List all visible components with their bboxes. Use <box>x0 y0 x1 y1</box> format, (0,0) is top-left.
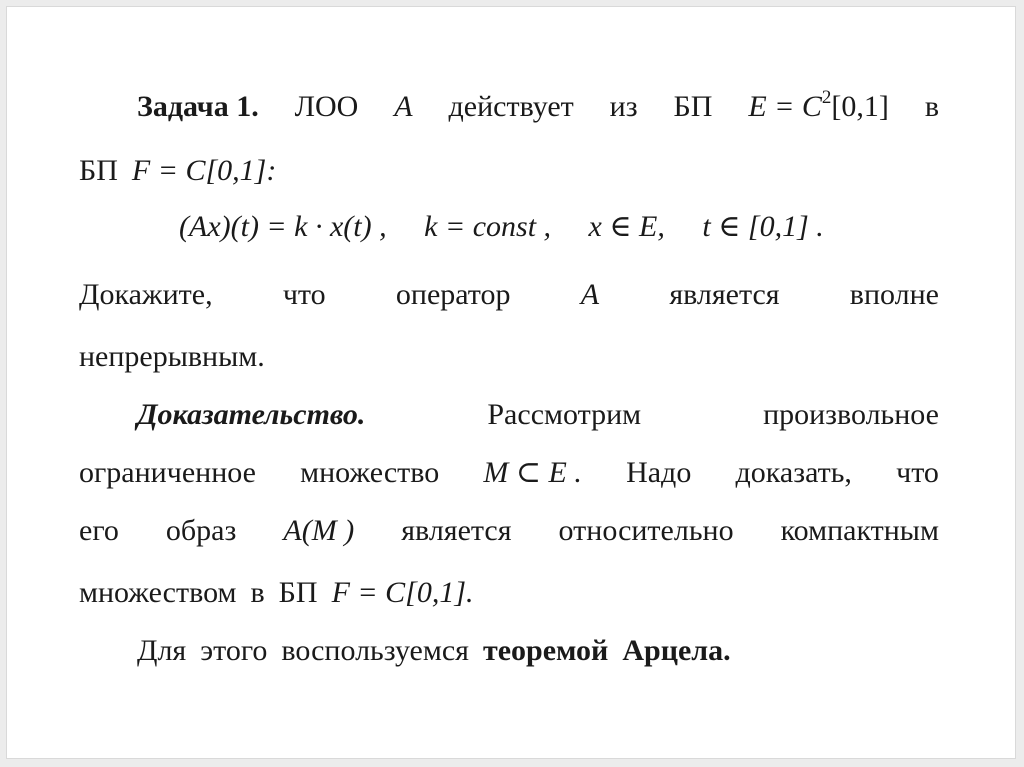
proof-line-2 <box>79 451 939 495</box>
word-bp-2: БП <box>79 154 118 187</box>
proof-line-4 <box>79 571 939 615</box>
theorem-author: Арцела. <box>622 634 731 667</box>
word-bp: БП <box>673 90 713 123</box>
formula-x-in-e: x ∈ E, <box>588 210 665 243</box>
space-e-formula <box>748 85 889 129</box>
image-a-of-m: A(M ) <box>283 514 355 547</box>
proof-word: ограниченное <box>79 456 256 489</box>
statement-word-5: является <box>669 278 780 311</box>
proof-word: является <box>401 514 512 547</box>
word-from: из <box>609 90 638 123</box>
slide <box>6 6 1016 759</box>
problem-label: Задача 1. <box>137 90 259 123</box>
conclusion-word: Для <box>137 634 187 667</box>
proof-word: что <box>896 456 939 489</box>
operator-abbrev: ЛОО <box>294 90 359 123</box>
statement-word-6: вполне <box>849 278 939 311</box>
problem-line-2 <box>79 149 939 193</box>
space-e-exponent: 2 <box>821 87 832 108</box>
problem-line-1 <box>137 85 939 129</box>
theorem-name: теоремой <box>482 634 609 667</box>
operator-symbol: A <box>394 90 413 123</box>
statement-word-1: Докажите, <box>79 278 213 311</box>
set-m-subset-e: M ⊂ E . <box>483 456 582 489</box>
space-e-interval: [0,1] <box>831 90 889 123</box>
proof-word: доказать, <box>735 456 852 489</box>
proof-word: множество <box>300 456 440 489</box>
proof-word: компактным <box>780 514 939 547</box>
statement-word-2: что <box>282 278 326 311</box>
proof-word: произвольное <box>763 398 939 431</box>
statement-word-7: непрерывным. <box>79 340 265 373</box>
proof-word: Надо <box>626 456 692 489</box>
proof-word: его <box>79 514 119 547</box>
proof-line-1 <box>137 393 939 437</box>
proof-word: Рассмотрим <box>487 398 642 431</box>
space-f-formula: F = C[0,1]: <box>131 154 277 187</box>
formula-definition: (Ax)(t) = k · x(t) , <box>179 210 387 243</box>
proof-word: образ <box>165 514 237 547</box>
space-f-formula-2: F = C[0,1]. <box>331 576 474 609</box>
space-e-base: E = C <box>748 90 822 123</box>
proof-word: относительно <box>558 514 734 547</box>
statement-operator-symbol: A <box>580 278 600 311</box>
operator-formula <box>179 205 824 249</box>
statement-line-1 <box>79 273 939 317</box>
conclusion-line <box>137 629 939 673</box>
statement-word-3: оператор <box>395 278 511 311</box>
formula-k-const: k = const , <box>424 210 552 243</box>
proof-word: в <box>250 576 265 609</box>
proof-label: Доказательство. <box>137 398 366 431</box>
conclusion-word: воспользуемся <box>281 634 469 667</box>
word-into: в <box>924 90 939 123</box>
proof-line-3 <box>79 509 939 553</box>
word-acts: действует <box>448 90 574 123</box>
statement-line-2 <box>79 335 939 379</box>
proof-word: БП <box>278 576 318 609</box>
formula-t-in-interval: t ∈ [0,1] . <box>702 210 824 243</box>
proof-word: множеством <box>79 576 237 609</box>
conclusion-word: этого <box>200 634 268 667</box>
